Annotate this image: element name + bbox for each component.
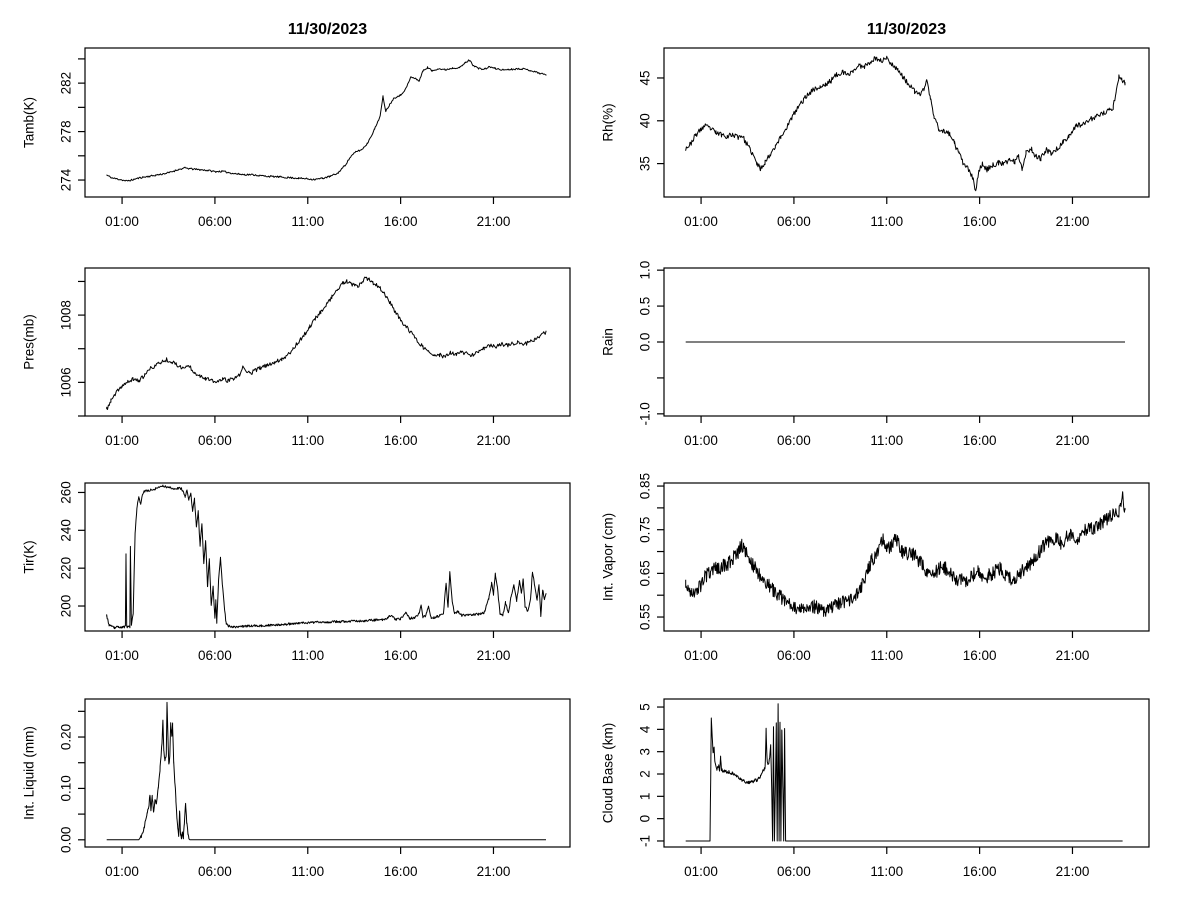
x-tick-label: 01:00 xyxy=(684,864,718,879)
x-tick-label: 16:00 xyxy=(383,214,418,229)
x-tick-label: 11:00 xyxy=(870,433,904,448)
x-tick-label: 11:00 xyxy=(870,214,904,229)
x-tick-label: 21:00 xyxy=(476,433,511,448)
x-tick-label: 01:00 xyxy=(105,214,139,229)
y-tick-label: 282 xyxy=(58,71,74,95)
x-tick-label: 11:00 xyxy=(870,864,904,879)
x-tick-label: 21:00 xyxy=(1055,214,1090,229)
y-axis-title: Rain xyxy=(600,328,616,356)
x-tick-label: 01:00 xyxy=(105,864,139,879)
y-axis-title: Tamb(K) xyxy=(21,96,37,149)
plot-box xyxy=(85,483,570,631)
panel-cloud-base-km xyxy=(601,699,1150,879)
y-tick-label: 0.10 xyxy=(58,775,74,802)
y-tick-label: 0.20 xyxy=(58,723,74,751)
y-tick-label: -1.0 xyxy=(637,402,653,426)
y-tick-label: 1006 xyxy=(58,367,74,398)
plot-box xyxy=(664,48,1149,197)
y-tick-label: 0.00 xyxy=(58,826,74,853)
x-tick-label: 21:00 xyxy=(1055,648,1090,663)
x-tick-label: 21:00 xyxy=(476,648,511,663)
x-tick-label: 11:00 xyxy=(291,864,325,879)
x-tick-label: 16:00 xyxy=(383,648,418,663)
y-tick-label: 0.55 xyxy=(637,603,653,631)
x-tick-label: 16:00 xyxy=(962,864,997,879)
x-tick-label: 06:00 xyxy=(198,864,232,879)
panel-pres-mb xyxy=(22,268,571,448)
y-tick-label: 1 xyxy=(637,792,653,801)
panel-title: 11/30/2023 xyxy=(287,21,368,38)
plot-box xyxy=(664,699,1149,847)
data-series-line xyxy=(686,704,1123,841)
y-tick-label: 35 xyxy=(637,156,653,172)
panel-rain xyxy=(601,261,1150,448)
y-tick-label: 4 xyxy=(637,725,653,734)
y-tick-label: 0.5 xyxy=(637,296,653,316)
x-tick-label: 11:00 xyxy=(291,648,325,663)
x-tick-label: 21:00 xyxy=(1055,433,1090,448)
y-tick-label: 0 xyxy=(637,814,653,823)
panel-tir-k xyxy=(22,481,571,663)
y-tick-label: -1 xyxy=(637,834,653,847)
x-tick-label: 16:00 xyxy=(962,433,997,448)
x-tick-label: 11:00 xyxy=(291,433,325,448)
y-tick-label: 0.65 xyxy=(637,560,653,587)
y-tick-label: 220 xyxy=(58,556,74,580)
x-tick-label: 16:00 xyxy=(383,864,418,879)
x-tick-label: 01:00 xyxy=(684,648,718,663)
y-tick-label: 0.75 xyxy=(637,516,653,543)
x-tick-label: 16:00 xyxy=(962,214,997,229)
y-axis-title: Int. Liquid (mm) xyxy=(21,726,37,820)
y-tick-label: 278 xyxy=(58,120,74,143)
y-tick-label: 40 xyxy=(637,113,653,129)
y-axis-title: Rh(%) xyxy=(600,103,616,142)
x-tick-label: 06:00 xyxy=(198,433,232,448)
x-tick-label: 16:00 xyxy=(962,648,997,663)
y-tick-label: 200 xyxy=(58,594,74,618)
x-tick-label: 21:00 xyxy=(476,214,511,229)
x-tick-label: 06:00 xyxy=(198,648,232,663)
y-tick-label: 260 xyxy=(58,481,74,504)
y-tick-label: 240 xyxy=(58,519,74,542)
x-tick-label: 06:00 xyxy=(777,214,811,229)
y-tick-label: 45 xyxy=(637,70,653,86)
x-tick-label: 21:00 xyxy=(476,864,511,879)
x-tick-label: 11:00 xyxy=(291,214,325,229)
y-tick-label: 0.85 xyxy=(637,472,653,500)
x-tick-label: 21:00 xyxy=(1055,864,1090,879)
y-tick-label: 3 xyxy=(637,747,653,756)
y-tick-label: 2 xyxy=(637,770,653,778)
data-series-line xyxy=(107,702,546,839)
panel-int-liquid-mm xyxy=(22,699,571,879)
data-series-line xyxy=(686,492,1125,617)
x-tick-label: 01:00 xyxy=(684,214,718,229)
panel-int-vapor-cm xyxy=(601,473,1150,663)
data-series-line xyxy=(686,56,1125,191)
x-tick-label: 06:00 xyxy=(777,433,811,448)
data-series-line xyxy=(107,277,546,410)
x-tick-label: 06:00 xyxy=(198,214,232,229)
data-series-line xyxy=(107,60,546,181)
y-axis-title: Tir(K) xyxy=(21,540,37,574)
data-series-line xyxy=(107,485,546,629)
x-tick-label: 01:00 xyxy=(105,433,139,448)
y-axis-title: Int. Vapor (cm) xyxy=(600,512,616,602)
y-tick-label: 1008 xyxy=(58,300,74,331)
x-tick-label: 16:00 xyxy=(383,433,418,448)
x-tick-label: 01:00 xyxy=(105,648,139,663)
panel-rh xyxy=(601,21,1150,229)
plot-box xyxy=(85,268,570,416)
panel-tamb-k xyxy=(22,21,571,229)
panel-title: 11/30/2023 xyxy=(866,21,947,38)
y-tick-label: 1.0 xyxy=(637,260,653,280)
x-tick-label: 06:00 xyxy=(777,864,811,879)
plot-box xyxy=(85,699,570,847)
x-tick-label: 01:00 xyxy=(684,433,718,448)
x-tick-label: 11:00 xyxy=(870,648,904,663)
y-tick-label: 274 xyxy=(58,168,74,192)
y-tick-label: 0.0 xyxy=(637,332,653,352)
y-tick-label: 5 xyxy=(637,703,653,711)
y-axis-title: Pres(mb) xyxy=(21,314,37,370)
y-axis-title: Cloud Base (km) xyxy=(600,722,616,824)
x-tick-label: 06:00 xyxy=(777,648,811,663)
